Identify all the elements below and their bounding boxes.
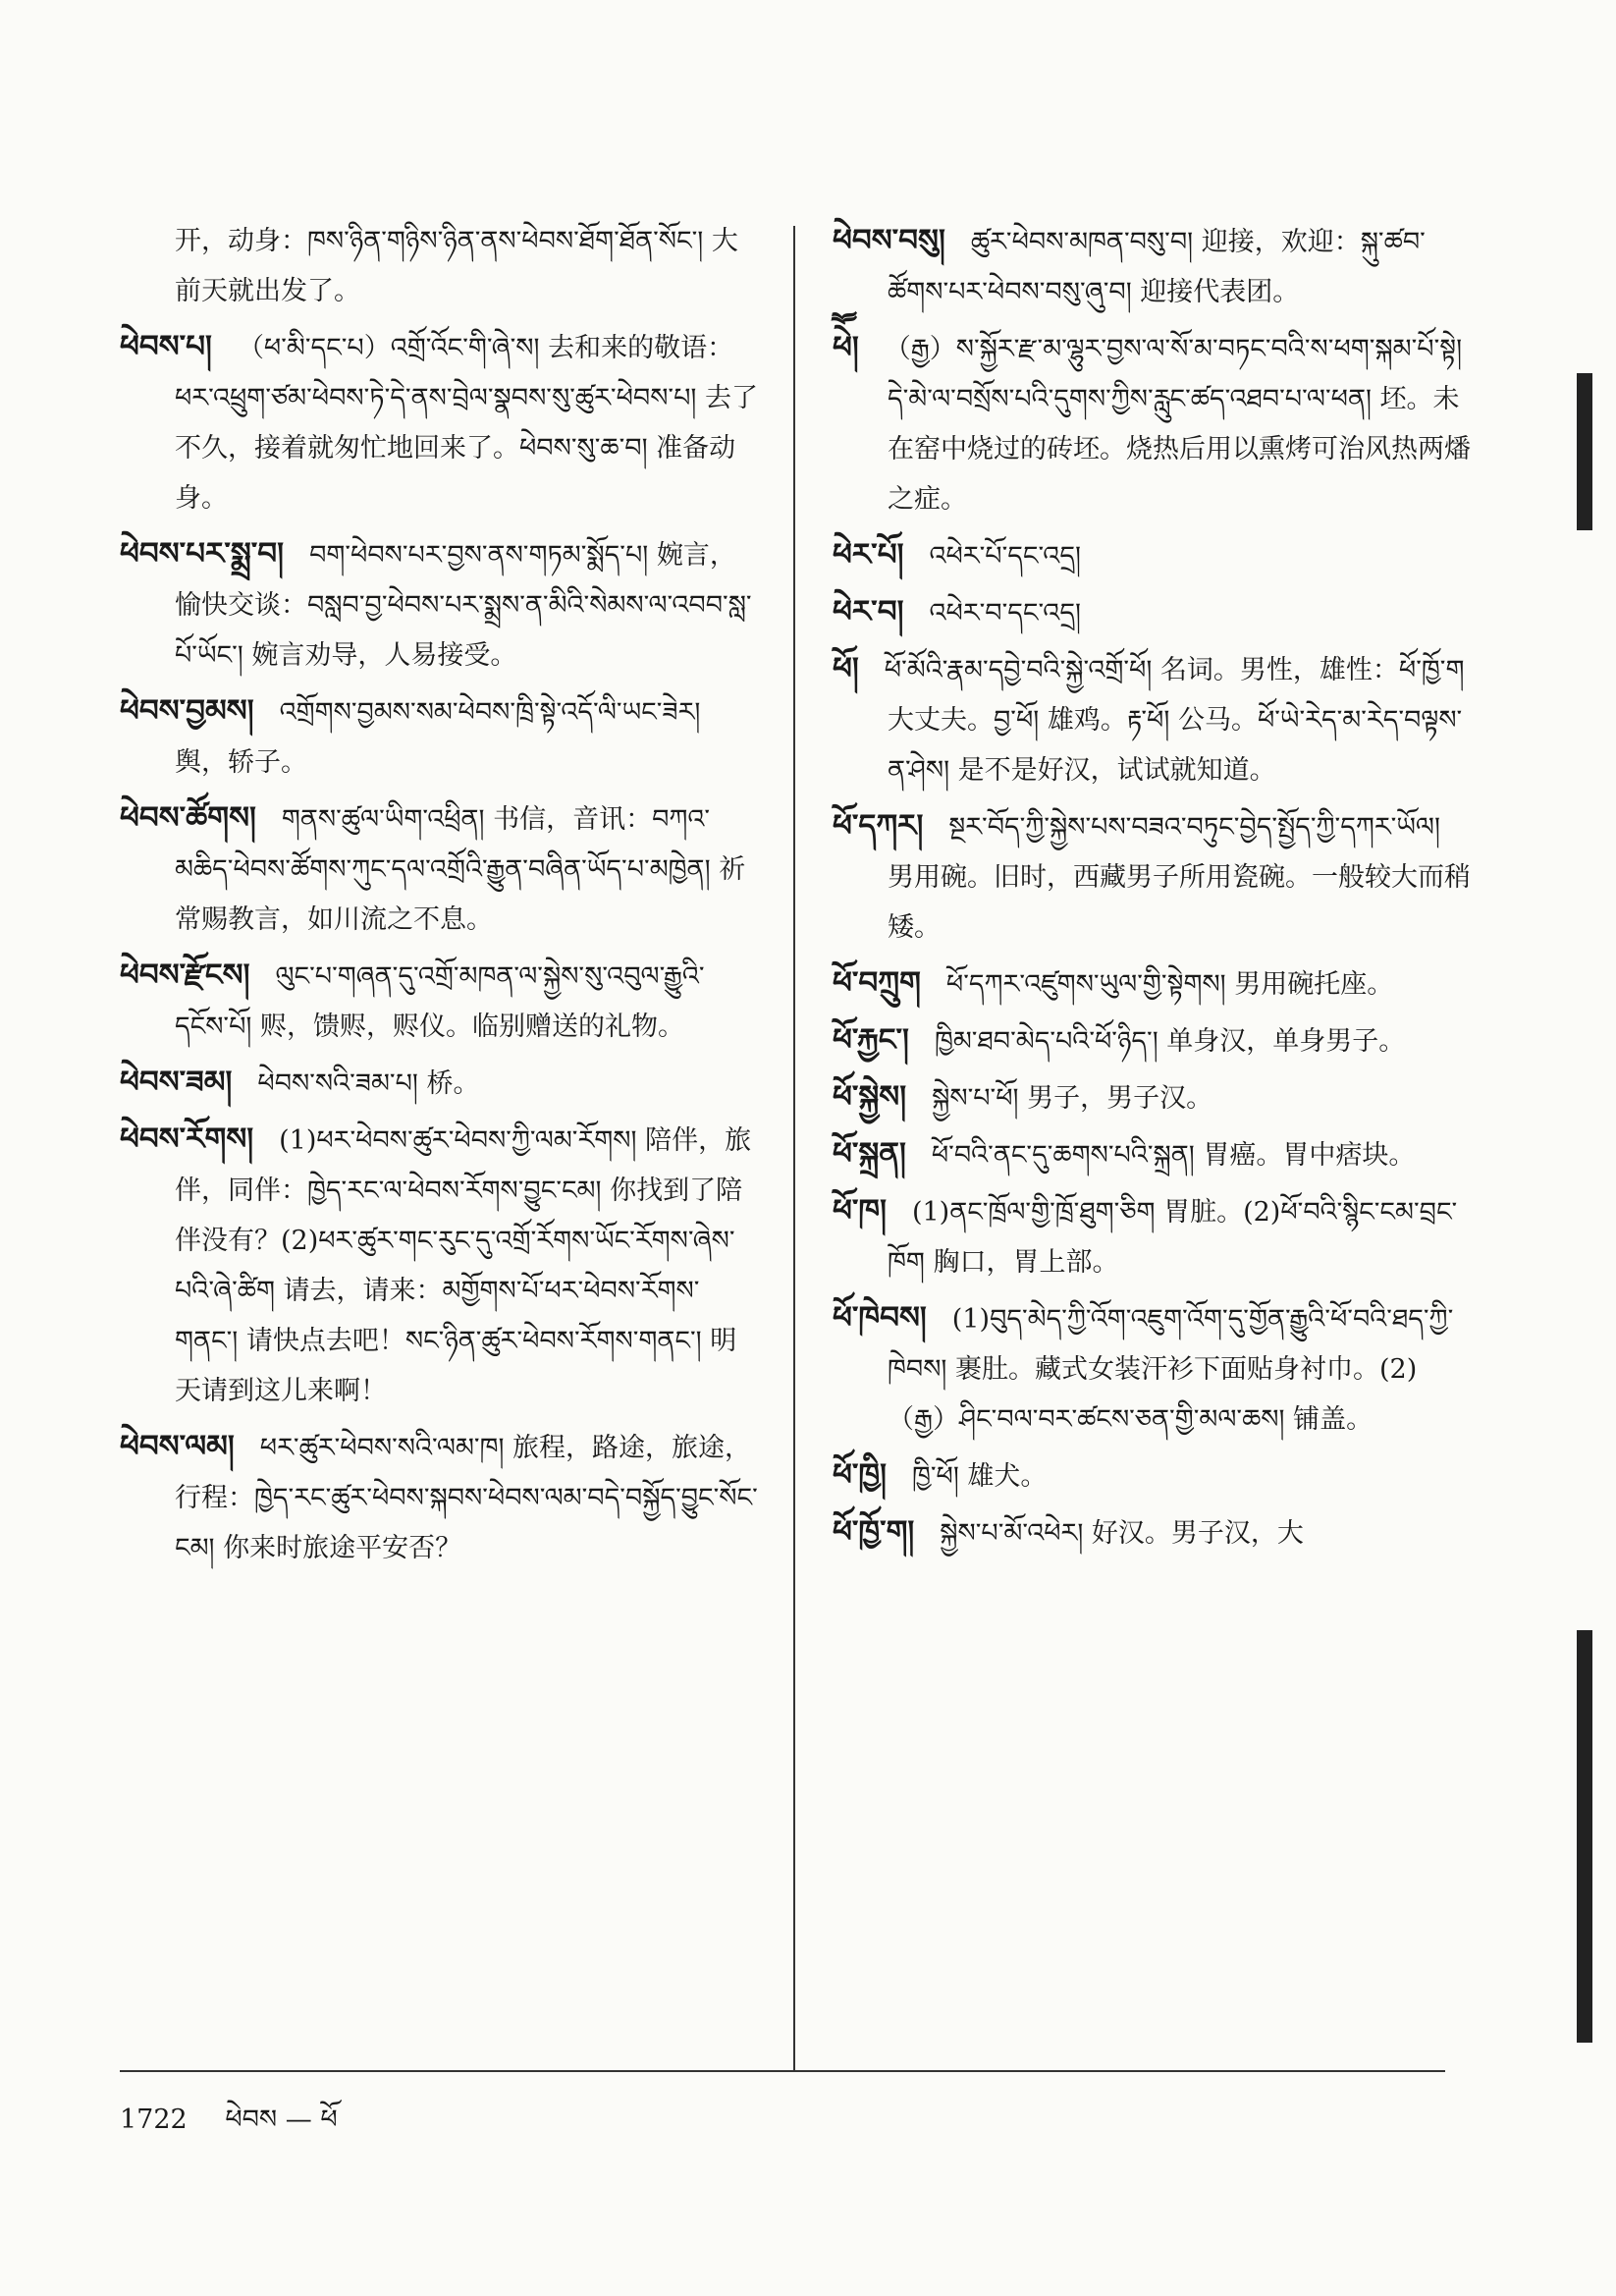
- entry-headword: ཕོ་རྐྱང་།: [833, 1022, 909, 1058]
- dictionary-entry: [120, 1422, 758, 1573]
- dictionary-entry: [120, 1058, 758, 1109]
- entry-definition: (1)བུད་མེད་ཀྱི་འོག་འཇུག་འོག་དུ་གྱོན་རྒྱུའི་ཕོ་བའི་ཐད་ཀྱི་ཁེབས། 裹肚。藏式女装汗衫下面贴身衬巾。(2)（རྒྱ）ཤིང་བལ་བར་ཚངས་ཅན་གྱི་མལ་ཆས། 铺盖。: [888, 1304, 1454, 1435]
- right-column: [833, 216, 1471, 1564]
- page-footer: [120, 2090, 338, 2164]
- dictionary-entry: [833, 1450, 1471, 1502]
- dictionary-entry: [833, 1015, 1471, 1066]
- dictionary-entry: [833, 958, 1471, 1010]
- dictionary-entry: [833, 530, 1471, 581]
- dictionary-entry: [833, 1072, 1471, 1123]
- dictionary-entry: [120, 1115, 758, 1416]
- dictionary-entry: [833, 801, 1471, 953]
- entry-headword: ཕེབས་པར་སྨྲ་བ།: [120, 536, 285, 572]
- entry-headword: ཕོ་ཁྱོ་ག།: [833, 1514, 915, 1550]
- column-divider: [793, 226, 795, 2072]
- entry-headword: ཕེབས་རོགས།: [120, 1121, 254, 1157]
- entry-definition: (1)ཕར་ཕེབས་ཚུར་ཕེབས་ཀྱི་ལམ་རོགས། 陪伴，旅伴，同伴：ཁྱེད་རང་ལ་ཕེབས་རོགས་བྱུང་ངམ། 你找到了陪伴没有？(2)ཕར་ཚུར་གང་རུང་དུ་འགྲོ་རོགས་ཡོང་རོགས་ཞེས་པའི་ཞེ་ཚིག 请去，请来：མགྱོགས་པོ་ཕར་ཕེབས་རོགས་གནང་། 请快点去吧！སང་ཉིན་ཚུར་ཕེབས་རོགས་གནང་། 明天请到这儿来啊！: [175, 1125, 752, 1406]
- entry-headword: ཕེབས་ལམ།: [120, 1429, 235, 1464]
- entry-definition: ཁྱི་ཕོ། 雄犬。: [911, 1461, 1048, 1492]
- dictionary-entry: [120, 686, 758, 788]
- entry-headword: ཕེབས་པ།: [120, 329, 212, 364]
- scan-edge-mark: [1577, 373, 1592, 530]
- entry-definition: ཕོ་མོའི་རྣམ་དབྱེ་བའི་སྐྱེ་འགྲོ་ཕོ། 名词。男性，雄性：ཕོ་ཁྱོ་ག 大丈夫。བྱ་ཕོ། 雄鸡。རྟ་ཕོ། 公马。ཕོ་ཡེ་རེད་མ་རེད་བལྟས་ན་ཤེས། 是不是好汉，试试就知道。: [884, 655, 1465, 786]
- page-number: 1722: [120, 2105, 188, 2135]
- dictionary-entry: [833, 216, 1471, 317]
- entry-definition: སྔར་བོད་ཀྱི་སྐྱེས་པས་བཟའ་བཏུང་བྱེད་སྤྱོད་ཀྱི་དཀར་ཡོལ། 男用碗。旧时，西藏男子所用瓷碗。一般较大而稍矮。: [888, 812, 1471, 943]
- entry-definition: ཕོ་དཀར་འཛུགས་ཡུལ་གྱི་སྟེགས། 男用碗托座。: [945, 969, 1394, 1000]
- entry-headword: ཕོ།: [833, 651, 859, 686]
- entry-definition: སྐྱེས་པ་ཕོ། 男子，男子汉。: [932, 1083, 1213, 1114]
- dictionary-entry: [833, 1507, 1471, 1558]
- entry-definition: ཕེབས་སའི་ཟམ་པ། 桥。: [257, 1068, 480, 1099]
- entry-headword: ཕོ་ཁྱི།: [833, 1457, 887, 1493]
- entry-definition: གནས་ཚུལ་ཡིག་འཕྲིན། 书信，音讯：བཀའ་མཆིད་ཕེབས་ཚོགས་ཀུང་དལ་འགྲོའི་རྒྱུན་བཞིན་ཡོད་པ་མཁྱེན། 祈常赐教言，如川流之不息。: [175, 804, 746, 935]
- entry-definition: （རྒྱ）ས་སྐྱོར་རྫ་མ་ལྷུར་བྱས་ལ་སོ་མ་བཏང་བའི་ས་ཕག་སྐམ་པོ་སྟེ། དེ་མེ་ལ་བསྲོས་པའི་དུགས་ཀྱིས་རླུང་ཚད་འཐབ་པ་ལ་ཕན། 坯。未在窑中烧过的砖坯。烧热后用以熏烤可治风热两燔之症。: [884, 334, 1471, 515]
- entry-headword: ཕོ་སྐྲན།: [833, 1136, 906, 1172]
- scan-edge-mark: [1577, 1630, 1592, 2043]
- dictionary-entry: [833, 1293, 1471, 1445]
- dictionary-entry: [833, 1129, 1471, 1180]
- entry-definition: འགྲོགས་བྱམས་སམ་ཕེབས་ཁྲི་སྟེ་འདོ་ལི་ཡང་ཟེར། 舆，轿子。: [175, 697, 701, 778]
- left-column: [120, 216, 758, 1579]
- entry-headword: ཕོ་བཀྲུག: [833, 965, 921, 1001]
- entry-definition: （ཕ་མི་དང་པ）འགྲོ་འོང་གི་ཞེ་ས། 去和来的敬语：ཕར་འཕྲུག་ཙམ་ཕེབས་ཏེ་དེ་ནས་བྲེལ་སྣབས་སུ་ཚུར་ཕེབས་པ། 去了不久，接着就匆忙地回来了。ཕེབས་སུ་ཆ་བ། 准备动身。: [175, 333, 758, 514]
- entry-headword: ཕེབས་ཚོགས།: [120, 800, 256, 836]
- entry-headword: ཕེབས་བྱམས།: [120, 693, 254, 729]
- entry-headword: ཕེར་བ།: [833, 594, 904, 629]
- entry-headword: ཕེཽ།: [833, 330, 859, 365]
- entry-definition: ཕར་ཚུར་ཕེབས་སའི་ལམ་ཁ། 旅程，路途，旅途，行程：ཁྱེད་རང་ཚུར་ཕེབས་སྐབས་ཕེབས་ལམ་བདེ་བསྐྱོད་བྱུང་སོང་ངམ། 你来时旅途平安否？: [175, 1433, 758, 1563]
- entry-headword: ཕོ་ཁེབས།: [833, 1300, 927, 1336]
- entry-headword: ཕོ་ཁ།: [833, 1193, 887, 1229]
- footer-rule: [120, 2070, 1445, 2072]
- dictionary-entry: [833, 587, 1471, 638]
- entry-headword: ཕེར་པོ།: [833, 537, 904, 573]
- dictionary-entry: [120, 793, 758, 945]
- entry-headword: ཕེབས་ཟམ།: [120, 1065, 233, 1100]
- dictionary-entry: [833, 644, 1471, 795]
- entry-headword: ཕོ་སྐྱེས།: [833, 1079, 907, 1115]
- dictionary-entry: [833, 323, 1471, 524]
- dictionary-entry: [120, 322, 758, 523]
- entry-definition: འཕེར་པོ་དང་འདྲ།: [929, 541, 1081, 572]
- dictionary-entry: [833, 1186, 1471, 1287]
- entry-headword: ཕེབས་བསུ།: [833, 223, 945, 258]
- entry-definition: སྐྱེས་པ་མོ་འཕེར། 好汉。男子汉，大: [940, 1518, 1304, 1549]
- entry-definition: ཚུར་ཕེབས་མཁན་བསུ་བ། 迎接，欢迎：སྐུ་ཚབ་ཚོགས་པར་ཕེབས་བསུ་ཞུ་བ། 迎接代表团。: [888, 227, 1426, 307]
- entry-definition: ཕོ་བའི་ནང་དུ་ཆགས་པའི་སྐྲན། 胃癌。胃中痞块。: [931, 1140, 1416, 1171]
- dictionary-entry: [120, 529, 758, 681]
- entry-definition: བག་ཕེབས་པར་བྱས་ནས་གཏམ་སྨོད་པ། 婉言，愉快交谈：བསླབ་བྱ་ཕེབས་པར་སྨྲས་ན་མིའི་སེམས་ལ་འབབ་སླ་པོ་ཡོང་། 婉言劝导，人易接受。: [175, 540, 752, 671]
- headword-range: ཕེབས — ཕོ: [225, 2105, 338, 2135]
- entry-definition: ལུང་པ་གཞན་དུ་འགྲོ་མཁན་ལ་སྐྱེས་སུ་འབུལ་རྒྱུའི་དངོས་པོ། 赆，馈赆，赆仪。临别赠送的礼物。: [175, 961, 705, 1042]
- entry-continuation: 开，动身：ཁས་ཉིན་གཉིས་ཉིན་ནས་ཕེབས་ཐོག་ཐོན་སོང་། 大前天就出发了。: [175, 226, 738, 306]
- entry-definition: འཕེར་བ་དང་འདྲ།: [929, 598, 1081, 629]
- entry-headword: ཕོ་དཀར།: [833, 808, 924, 844]
- entry-definition: ཁྱིམ་ཐབ་མེད་པའི་ཕོ་ཉིད་། 单身汉，单身男子。: [934, 1026, 1406, 1057]
- dictionary-entry: [120, 216, 758, 316]
- dictionary-entry: [120, 951, 758, 1052]
- entry-definition: (1)ནང་ཁྲོལ་གྱི་ཁྲོ་ཐུག་ཅིག 胃脏。(2)ཕོ་བའི་སྙིང་ངམ་བྲང་ཁོག 胸口，胃上部。: [888, 1197, 1458, 1278]
- entry-headword: ཕེབས་རྫོངས།: [120, 957, 250, 993]
